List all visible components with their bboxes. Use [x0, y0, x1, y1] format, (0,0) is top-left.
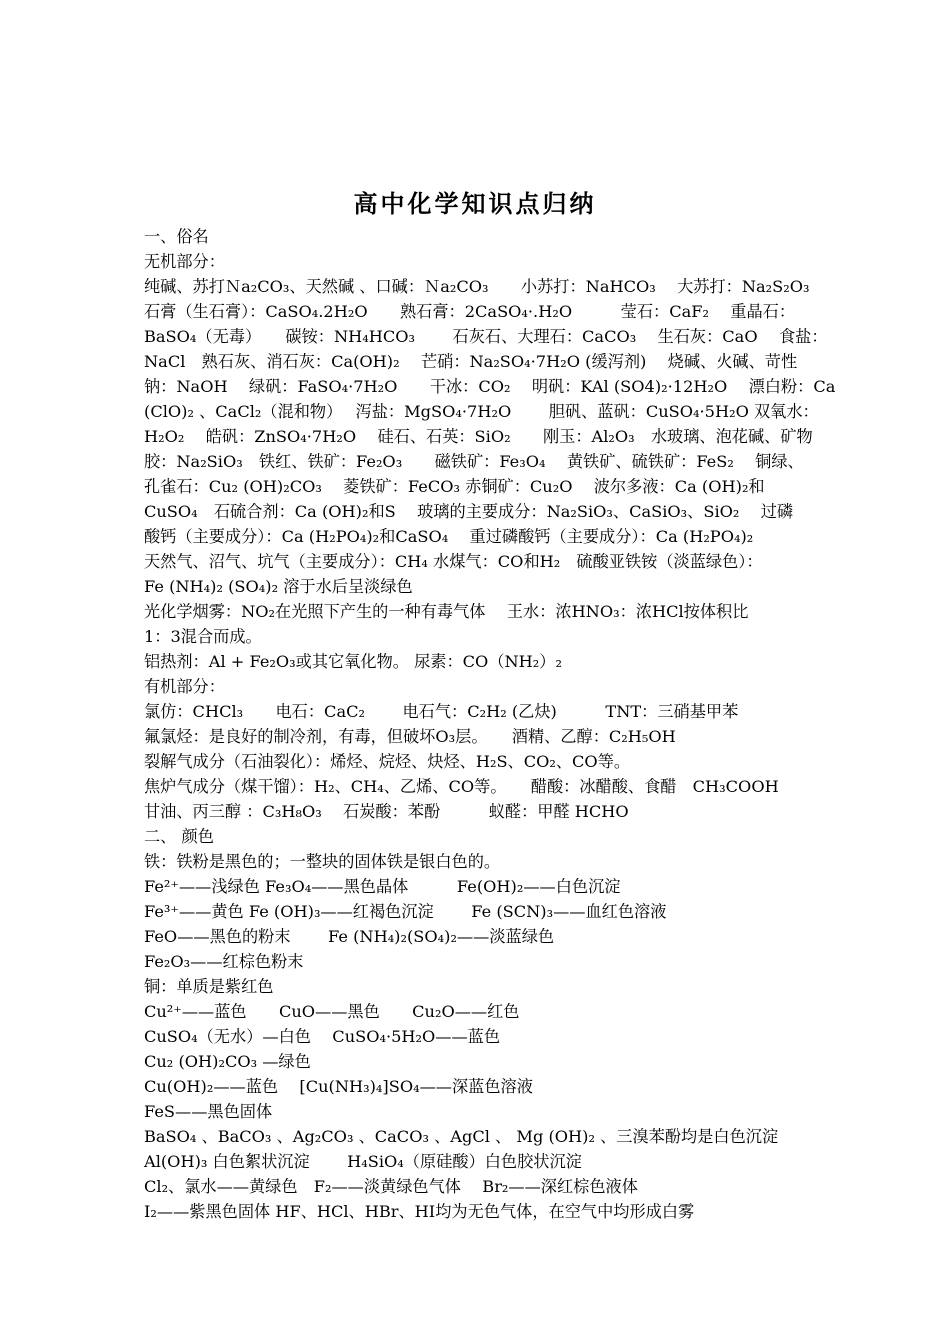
text-line: Cu(OH)₂——蓝色 [Cu(NH₃)₄]SO₄——深蓝色溶液 — [144, 1077, 533, 1096]
text-line: (ClO)₂ 、CaCl₂（混和物） 泻盐：MgSO₄·7H₂O 胆矾、蓝矾：CuSO₄·5H₂O 双氧水： — [144, 402, 819, 421]
text-line: 铁：铁粉是黑色的；一整块的固体铁是银白色的。 — [144, 852, 501, 871]
text-line: 胶：Na₂SiO₃ 铁红、铁矿：Fe₂O₃ 磁铁矿：Fe₃O₄ 黄铁矿、硫铁矿：FeS₂ 铜绿、 — [144, 452, 804, 471]
text-line: NaCl 熟石灰、消石灰：Ca(OH)₂ 芒硝：Na₂SO₄·7H₂O (缓泻剂) 烧碱、火碱、苛性 — [144, 352, 798, 371]
text-line: 铜：单质是紫红色 — [144, 977, 274, 996]
text-line: CuSO₄ 石硫合剂：Ca (OH)₂和S 玻璃的主要成分：Na₂SiO₃、CaSiO₃、SiO₂ 过磷 — [144, 502, 794, 521]
text-line: FeO——黑色的粉末 Fe (NH₄)₂(SO₄)₂——淡蓝绿色 — [144, 927, 555, 946]
document-body — [144, 224, 836, 1224]
text-line: Cu²⁺——蓝色 CuO——黑色 Cu₂O——红色 — [144, 1002, 520, 1021]
text-line: 天然气、沼气、坑气（主要成分）：CH₄ 水煤气：CO和H₂ 硫酸亚铁铵（淡蓝绿色）： — [144, 552, 763, 571]
text-line: BaSO₄ 、BaCO₃ 、Ag₂CO₃ 、CaCO₃ 、AgCl 、 Mg (OH)₂ 、三溴苯酚均是白色沉淀 — [144, 1127, 779, 1146]
text-line: H₂O₂ 皓矾：ZnSO₄·7H₂O 硅石、石英：SiO₂ 刚玉：Al₂O₃ 水玻璃、泡花碱、矿物 — [144, 427, 813, 446]
text-line: 1：3混合而成。 — [144, 627, 262, 646]
text-line: I₂——紫黑色固体 HF、HCl、HBr、HI均为无色气体，在空气中均形成白雾 — [144, 1202, 695, 1221]
page-title: 高中化学知识点归纳 — [353, 189, 597, 218]
text-line: Fe²⁺——浅绿色 Fe₃O₄——黑色晶体 Fe(OH)₂——白色沉淀 — [144, 877, 621, 896]
text-line: BaSO₄（无毒） 碳铵：NH₄HCO₃ 石灰石、大理石：CaCO₃ 生石灰：CaO 食盐： — [144, 327, 828, 346]
text-line: 孔雀石：Cu₂ (OH)₂CO₃ 菱铁矿：FeCO₃ 赤铜矿：Cu₂O 波尔多液：Ca (OH)₂和 — [144, 477, 765, 496]
text-line: 氯仿：CHCl₃ 电石：CaC₂ 电石气：C₂H₂ (乙炔) TNT：三硝基甲苯 — [144, 702, 739, 721]
text-line: FeS——黑色固体 — [144, 1102, 273, 1121]
text-line: 酸钙（主要成分）：Ca (H₂PO₄)₂和CaSO₄ 重过磷酸钙（主要成分）：Ca (H₂PO₄)₂ — [144, 527, 754, 546]
text-line: 有机部分： — [144, 677, 225, 696]
text-line: 光化学烟雾：NO₂在光照下产生的一种有毒气体 王水：浓HNO₃：浓HCl按体积比 — [144, 602, 749, 621]
text-line: 纯碱、苏打Ｎa₂CO₃、天然碱 、口碱：Ｎa₂CO₃ 小苏打：NaHCO₃ 大苏打：Na₂S₂O₃ — [144, 277, 810, 296]
text-line: 钠：NaOH 绿矾：FaSO₄·7H₂O 干冰：CO₂ 明矾：KAl (SO4)₂·12H₂O 漂白粉：Ca — [144, 377, 836, 396]
text-line: Fe₂O₃——红棕色粉末 — [144, 952, 304, 971]
text-line: Fe³⁺——黄色 Fe (OH)₃——红褐色沉淀 Fe (SCN)₃——血红色溶液 — [144, 902, 667, 921]
text-line: 一、俗名 — [144, 227, 209, 246]
text-line: Cl₂、氯水——黄绿色 F₂——淡黄绿色气体 Br₂——深红棕色液体 — [144, 1177, 638, 1196]
text-line: CuSO₄（无水）—白色 CuSO₄·5H₂O——蓝色 — [144, 1027, 501, 1046]
text-line: Cu₂ (OH)₂CO₃ —绿色 — [144, 1052, 311, 1071]
text-line: 铝热剂：Al + Fe₂O₃或其它氧化物。 尿素：CO（NH₂）₂ — [144, 652, 562, 671]
text-line: Al(OH)₃ 白色絮状沉淀 H₄SiO₄（原硅酸）白色胶状沉淀 — [144, 1152, 582, 1171]
text-line: Fe (NH₄)₂ (SO₄)₂ 溶于水后呈淡绿色 — [144, 577, 413, 596]
text-line: 氟氯烃：是良好的制冷剂，有毒，但破坏O₃层。 酒精、乙醇：C₂H₅OH — [144, 727, 676, 746]
text-line: 裂解气成分（石油裂化）：烯烃、烷烃、炔烃、H₂S、CO₂、CO等。 — [144, 752, 631, 771]
text-line: 无机部分： — [144, 252, 225, 271]
text-line: 二、 颜色 — [144, 827, 214, 846]
text-line: 焦炉气成分（煤干馏）：H₂、CH₄、乙烯、CO等。 醋酸：冰醋酸、食醋 CH₃COOH — [144, 777, 779, 796]
text-line: 甘油、丙三醇 ：C₃H₈O₃ 石炭酸：苯酚 蚁醛：甲醛 HCHO — [144, 802, 629, 821]
text-line: 石膏（生石膏）：CaSO₄.2H₂O 熟石膏：2CaSO₄·.H₂O 莹石：CaF₂ 重晶石： — [144, 302, 796, 321]
